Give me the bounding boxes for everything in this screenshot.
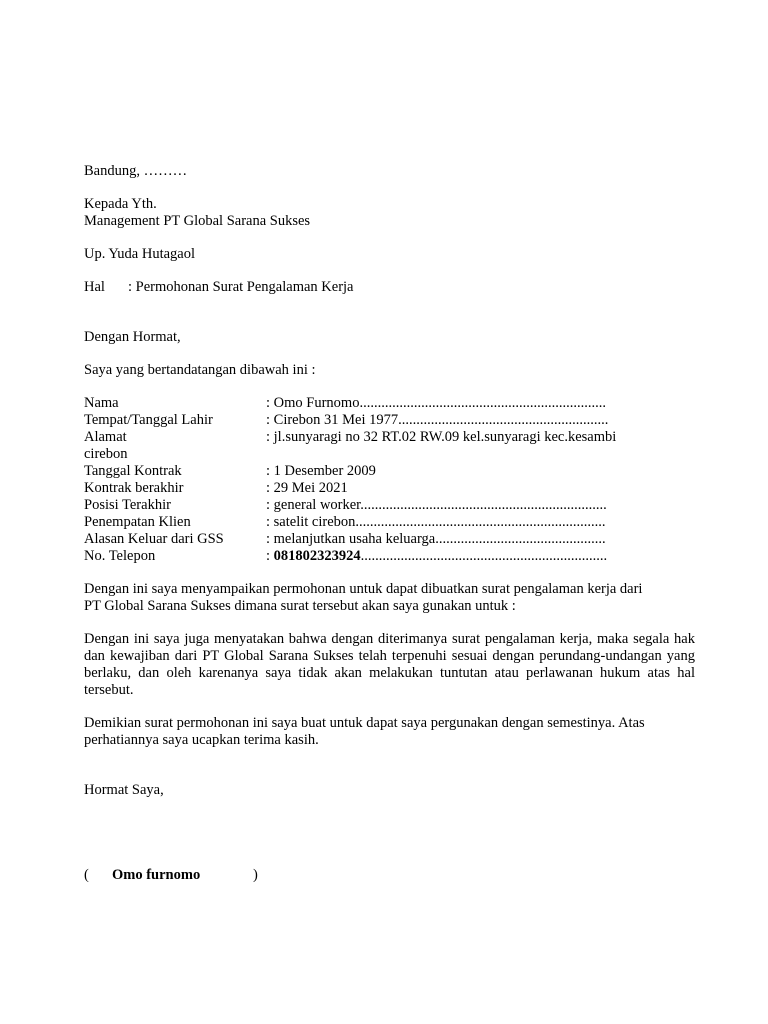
field-label: Tempat/Tanggal Lahir (84, 412, 213, 428)
signature-name: Omo furnomo (112, 867, 201, 883)
field-value: : satelit cirebon..................................................................... (266, 514, 606, 530)
field-value: : melanjutkan usaha keluarga............................................... (266, 531, 606, 547)
paragraph-request-line1: Dengan ini saya menyampaikan permohonan untuk dapat dibuatkan surat pengalaman kerja dari (84, 581, 643, 597)
field-value: : general worker.................................................................... (266, 497, 607, 513)
salutation: Dengan Hormat, (84, 329, 181, 345)
phone-prefix: : (266, 548, 274, 564)
place-date: Bandung, ……… (84, 163, 188, 179)
recipient-greeting: Kepada Yth. (84, 196, 157, 212)
attention-line: Up. Yuda Hutagaol (84, 246, 196, 262)
paragraph-closing-line1: Demikian surat permohonan ini saya buat untuk dapat saya pergunakan dengan semestinya. Atas (84, 715, 645, 731)
field-row-reason (84, 531, 695, 548)
field-value: : 29 Mei 2021 (266, 480, 348, 496)
field-label: Nama (84, 395, 119, 411)
signature-block (84, 867, 695, 884)
field-row-position (84, 497, 695, 514)
field-row-contract-end (84, 480, 695, 497)
field-value (266, 548, 607, 565)
subject-value: : Permohonan Surat Pengalaman Kerja (128, 279, 354, 295)
field-label: Posisi Terakhir (84, 497, 171, 513)
subject-label: Hal (84, 279, 105, 295)
recipient-company: Management PT Global Sarana Sukses (84, 213, 311, 229)
field-row-address (84, 429, 695, 446)
field-row-contract-start (84, 463, 695, 480)
intro-text: Saya yang bertandatangan dibawah ini : (84, 362, 316, 378)
address-continuation: cirebon (84, 446, 128, 462)
field-label: Penempatan Klien (84, 514, 191, 530)
field-label: Tanggal Kontrak (84, 463, 182, 479)
field-row-name (84, 395, 695, 412)
field-label: No. Telepon (84, 548, 156, 564)
subject-row (84, 279, 695, 296)
phone-dots: .................................................................... (360, 548, 608, 564)
letter-body (84, 163, 695, 884)
identity-fields (84, 395, 695, 565)
paragraph-closing-line2: perhatiannya saya ucapkan terima kasih. (84, 732, 319, 748)
signature-open-paren: ( (84, 867, 89, 883)
field-label: Alasan Keluar dari GSS (84, 531, 224, 547)
field-value: : Cirebon 31 Mei 1977.......................................................... (266, 412, 609, 428)
field-row-birth (84, 412, 695, 429)
closing-salutation: Hormat Saya, (84, 782, 164, 798)
field-label: Alamat (84, 429, 127, 445)
paragraph-request-line2: PT Global Sarana Sukses dimana surat tersebut akan saya gunakan untuk : (84, 598, 516, 614)
field-value: : 1 Desember 2009 (266, 463, 376, 479)
field-value: : Omo Furnomo.................................................................... (266, 395, 606, 411)
field-row-phone (84, 548, 695, 565)
signature-close-paren: ) (253, 867, 258, 883)
field-row-placement (84, 514, 695, 531)
paragraph-statement: Dengan ini saya juga menyatakan bahwa dengan diterimanya surat pengalaman kerja, maka segala hak dan kewajiban dari PT Global Sarana Sukses telah terpenuhi sesuai dengan perundang-undangan yang berlaku, dan oleh karenanya saya tidak akan melakukan tuntutan atau perlawanan hukum atas hal tersebut. (84, 631, 695, 698)
field-value: : jl.sunyaragi no 32 RT.02 RW.09 kel.sunyaragi kec.kesambi (266, 429, 617, 445)
phone-number: 081802323924 (273, 548, 361, 564)
field-label: Kontrak berakhir (84, 480, 184, 496)
